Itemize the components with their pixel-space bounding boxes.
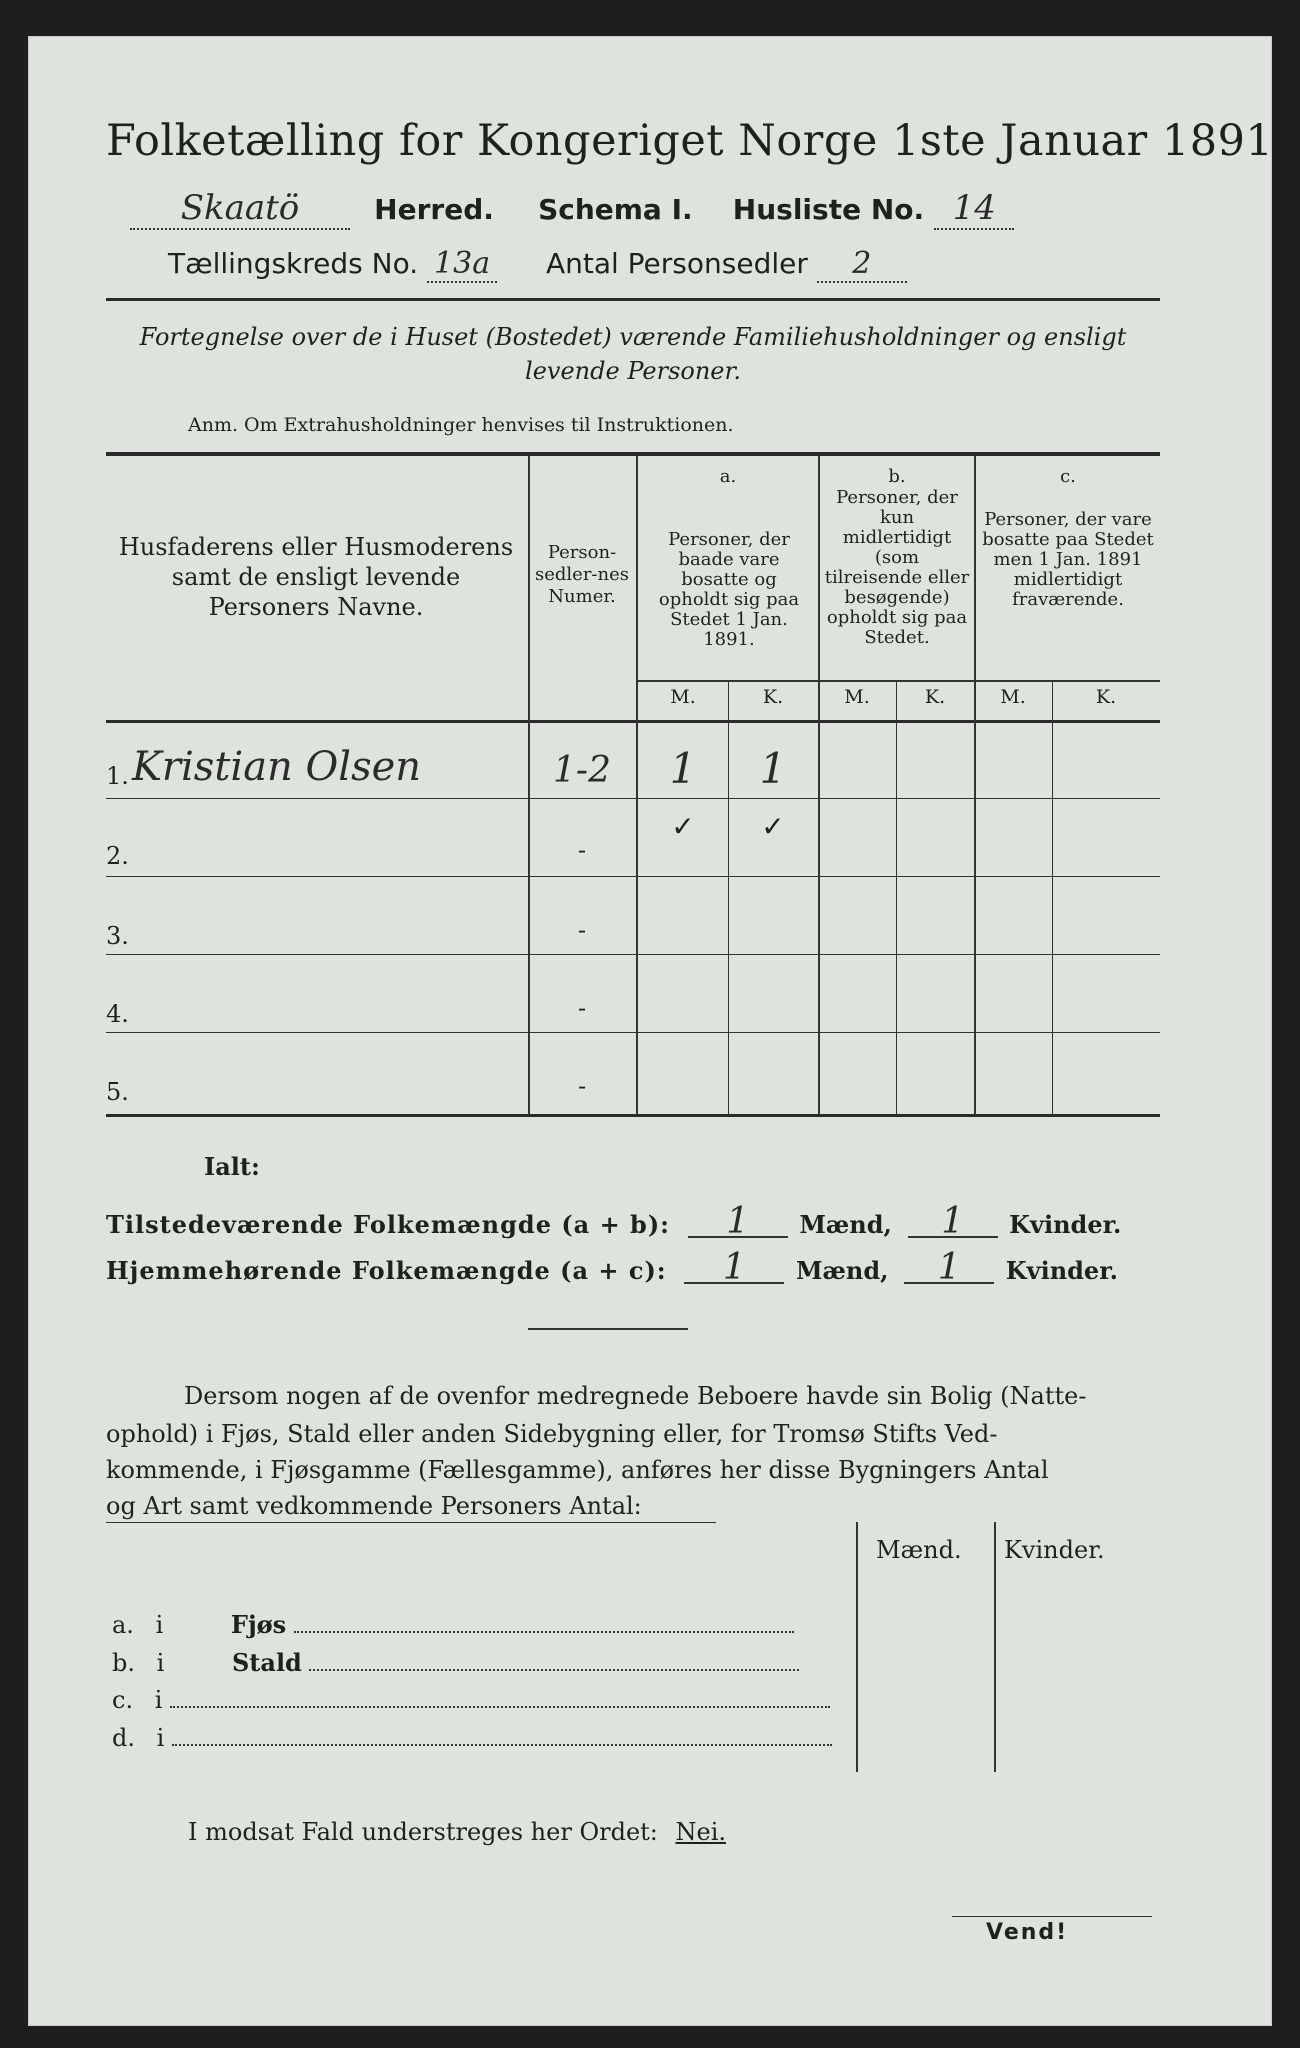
hjemme-line [106, 1247, 1118, 1288]
row-2-number: 2. [106, 842, 129, 870]
row-3-numer: - [577, 916, 587, 944]
col-c-header: Personer, der vare bosatte paa Stedet men 1 Jan. 1891 midlertidigt fraværende. [982, 509, 1154, 610]
husliste-value: 14 [934, 188, 1014, 230]
buildings-divider-2 [994, 1522, 996, 1772]
hjemme-maend-label: Mænd, [795, 1256, 889, 1285]
col-divider-3 [818, 456, 820, 1116]
row-2-numer: - [577, 836, 587, 864]
tilstede-label: Tilstedeværende Folkemængde (a + b): [106, 1210, 671, 1239]
antal-label: Antal Personsedler [545, 247, 808, 280]
building-row-b [112, 1648, 799, 1677]
hjemme-kvinder-value: 1 [904, 1254, 994, 1284]
row-2-a-m-check: ✓ [671, 810, 695, 843]
herred-line [130, 188, 1014, 230]
row-1-number: 1. [106, 762, 129, 790]
row-5-numer: - [577, 1072, 587, 1100]
vend-text: Vend! [986, 1920, 1069, 1945]
building-c-letter: c. [112, 1686, 134, 1714]
husliste-label: Husliste No. [732, 193, 925, 226]
census-form-page [28, 36, 1288, 2026]
tilstede-maend-value: 1 [688, 1208, 788, 1238]
herred-value: Skaatö [130, 188, 350, 230]
building-a-label: Fjøs [230, 1610, 287, 1639]
modsat-line [188, 1818, 726, 1846]
row-1-name: Kristian Olsen [132, 744, 422, 790]
buildings-kvinder-header: Kvinder. [1004, 1536, 1105, 1564]
mk-rule [638, 680, 1160, 682]
tilstede-kvinder-value: 1 [908, 1208, 998, 1238]
col-divider-c-mk [1052, 680, 1053, 1116]
col-name-header: Husfaderens eller Husmoderens samt de ensligt levende Personers Navne. [118, 533, 514, 621]
row-1-a-m: 1 [669, 744, 697, 793]
row-1-numer: 1-2 [553, 750, 611, 791]
buildings-maend-header: Mænd. [876, 1536, 962, 1564]
modsat-text: I modsat Fald understreges her Ordet: [188, 1818, 658, 1846]
hjemme-kvinder-label: Kvinder. [1005, 1256, 1118, 1285]
building-row-c [112, 1686, 830, 1714]
row-4-number: 4. [106, 1000, 129, 1028]
building-b-label: Stald [231, 1648, 302, 1677]
col-c-k: K. [1095, 686, 1117, 708]
hjemme-maend-value: 1 [684, 1254, 784, 1284]
table-bottom-rule [106, 1114, 1160, 1117]
hjemme-label: Hjemmehørende Folkemængde (a + c): [106, 1256, 667, 1285]
row-2-a-k-check: ✓ [761, 810, 785, 843]
col-divider-b-mk [896, 680, 897, 1116]
ialt-label: Ialt: [204, 1152, 260, 1181]
building-d-dots [172, 1744, 832, 1746]
col-divider-1 [528, 456, 530, 1116]
kreds-line [168, 246, 907, 283]
building-row-d [112, 1724, 832, 1752]
building-a-i: i [155, 1611, 164, 1639]
building-b-letter: b. [112, 1649, 135, 1677]
row-rule-1 [106, 798, 1160, 799]
short-divider [528, 1328, 688, 1330]
col-b-header: Personer, der kun midlertidigt (som tilreisende eller besøgende) opholdt sig paa Stedet. [824, 487, 970, 648]
row-3-number: 3. [106, 922, 129, 950]
row-rule-2 [106, 876, 1160, 877]
col-divider-4 [974, 456, 976, 1116]
row-1-a-k: 1 [759, 744, 787, 793]
header-rule [106, 298, 1160, 301]
col-c-m: M. [1000, 686, 1026, 708]
paragraph-line-1: Dersom nogen af de ovenfor medregnede Beboere havde sin Bolig (Natte- [184, 1382, 1087, 1410]
building-a-dots [294, 1631, 794, 1633]
intro-text: Fortegnelse over de i Huset (Bostedet) værende Familiehusholdninger og ensligt levende Personer. [139, 323, 1127, 385]
col-a-letter: a. [719, 466, 737, 487]
herred-label: Herred. [374, 193, 494, 226]
col-numer-header: Person-sedler-nes Numer. [535, 542, 629, 607]
paragraph-line-2: ophold) i Fjøs, Stald eller anden Sidebygning eller, for Tromsø Stifts Ved- [106, 1420, 998, 1448]
col-c-letter: c. [1060, 466, 1076, 487]
anm-text: Anm. Om Extrahusholdninger henvises til Instruktionen. [188, 414, 734, 436]
col-b-m: M. [844, 686, 870, 708]
table-top-rule [106, 452, 1160, 456]
col-b-letter: b. [888, 466, 906, 487]
building-row-a [112, 1610, 794, 1639]
row-rule-4 [106, 1032, 1160, 1033]
building-d-letter: d. [112, 1724, 135, 1752]
row-4-numer: - [577, 994, 587, 1022]
building-b-dots [309, 1669, 799, 1671]
tilstede-maend-label: Mænd, [799, 1210, 892, 1239]
building-c-dots [170, 1706, 830, 1708]
paragraph-underline [106, 1522, 716, 1523]
col-a-header: Personer, der baade vare bosatte og opholdt sig paa Stedet 1 Jan. 1891. [658, 529, 800, 650]
building-d-i: i [156, 1724, 165, 1752]
paragraph-line-4: og Art samt vedkommende Personers Antal: [106, 1492, 642, 1520]
col-b-k: K. [924, 686, 946, 708]
modsat-word: Nei. [675, 1818, 727, 1846]
row-rule-3 [106, 954, 1160, 955]
antal-value: 2 [817, 246, 907, 283]
vend-rule [952, 1916, 1152, 1917]
col-a-k: K. [762, 686, 784, 708]
building-b-i: i [156, 1649, 165, 1677]
building-a-letter: a. [112, 1611, 134, 1639]
buildings-divider-1 [856, 1522, 858, 1772]
kreds-value: 13a [427, 246, 497, 283]
tilstede-line [106, 1201, 1122, 1242]
table-header-bottom [106, 720, 1160, 723]
schema-label: Schema I. [538, 193, 693, 226]
form-title: Folketælling for Kongeriget Norge 1ste Januar 1891. [106, 116, 1288, 166]
col-a-m: M. [670, 686, 696, 708]
building-c-i: i [154, 1686, 163, 1714]
tilstede-kvinder-label: Kvinder. [1009, 1210, 1122, 1239]
kreds-label: Tællingskreds No. [168, 247, 419, 280]
row-5-number: 5. [106, 1078, 129, 1106]
paragraph-line-3: kommende, i Fjøsgamme (Fællesgamme), anføres her disse Bygningers Antal [106, 1456, 1049, 1484]
